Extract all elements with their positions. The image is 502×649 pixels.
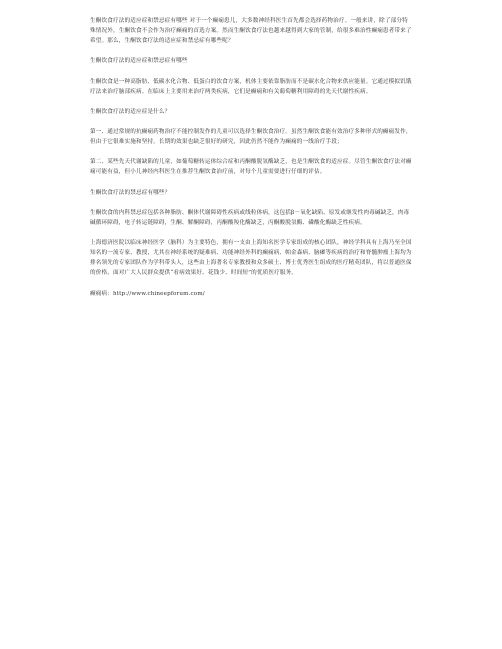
spacer xyxy=(90,228,412,238)
spacer xyxy=(90,278,412,288)
contraindications-paragraph: 生酮饮食的内科禁忌症包括各种脂肪、酮体代谢障碍性疾病或线粒体病，这包括β－氧化缺陷、原发或继发性肉毒碱缺乏，肉毒碱循环障碍，电子转运链障碍，生酮、解酮障碍，丙酮酸羧化酶缺乏，丙酮酸脱氢酶、磷酸化酶缺乏性疾病。 xyxy=(90,209,410,226)
spacer xyxy=(90,97,412,107)
indication-second-paragraph: 第二、某些先天代谢缺陷的儿童，如葡萄糖转运体综合症和丙酮酸脱氢酶缺乏，也是生酮饮食的适应症。尽管生酮饮食疗法对癫痫可能有益，但小儿神经内科医生在推荐生酮饮食治疗前，对每个儿童需要进行仔细的评估。 xyxy=(90,159,412,176)
spacer xyxy=(90,147,412,157)
footer-url-link[interactable]: http://www.chineepforum.com/ xyxy=(112,290,205,297)
document-body xyxy=(90,16,412,299)
hospital-intro-paragraph: 上海德济医院以临床神经医学（脑科）为主要特色，拥有一支由上海知名医学专家组成的核心团队，神经学科具有上海乃至全国知名的一流专家、教授，尤其在神经系统的疑难病、功能神经外科的癫痫病、帕金森病、脑瘫等疾病的治疗和脊髓肿瘤上海均为排名领先的专家团队作为学科带头人，这些由上海著名专家教授和众多硕士、博士优秀医生组成的医疗精英团队，将以普通医保的价格，面对广大人民群众提供“看病效果好、花钱少、时间短”的优质医疗服务。 xyxy=(90,240,412,277)
footer-label: 癫痫病： xyxy=(90,290,113,297)
section-heading-indications: 生酮饮食疗法的适应症是什么？ xyxy=(90,108,171,115)
indication-first-paragraph: 第一、通过常规的抗癫痫药物治疗不能控制发作的儿童可以选择生酮饮食治疗。虽然生酮饮食能有效治疗多种形式的癫痫发作，但由于它很难实施和坚持，长期的效果也缺乏很好的研究，因此仍然不能作为癫痫的一线治疗手段； xyxy=(90,129,412,146)
intro-paragraph: 生酮饮食疗法的适应症和禁忌症有哪些 对于一个癫痫患儿，大多数神经科医生首先都会选择药物治疗。一般来讲，除了部分特殊情况外，生酮饮食不会作为治疗癫痫的首选方案。然而生酮饮食疗法也越来越得到大家的管制，给很多难治性癫痫患者带来了希望。那么，生酮饮食疗法的适应症和禁忌症有哪些呢？ xyxy=(90,18,412,45)
footer-line xyxy=(90,289,412,299)
spacer xyxy=(90,117,412,127)
section-heading-overview: 生酮饮食疗法的适应症和禁忌症有哪些 xyxy=(90,58,188,65)
spacer xyxy=(90,46,412,56)
ketogenic-diet-definition-paragraph: 生酮饮食是一种高脂肪、低碳水化合物、低蛋白的饮食方案，机体主要依靠脂肪而不是碳水化合物来供应能量。它通过模拟饥饿疗法来治疗脑部疾病。在临床上主要用来治疗两类疾病，它们是癫痫和有关葡萄糖利用障碍的先天代谢性疾病。 xyxy=(90,78,412,95)
section-heading-contraindications: 生酮饮食疗法的禁忌症有哪些？ xyxy=(90,189,171,196)
spacer xyxy=(90,198,412,208)
spacer xyxy=(90,178,412,188)
spacer xyxy=(90,66,412,76)
